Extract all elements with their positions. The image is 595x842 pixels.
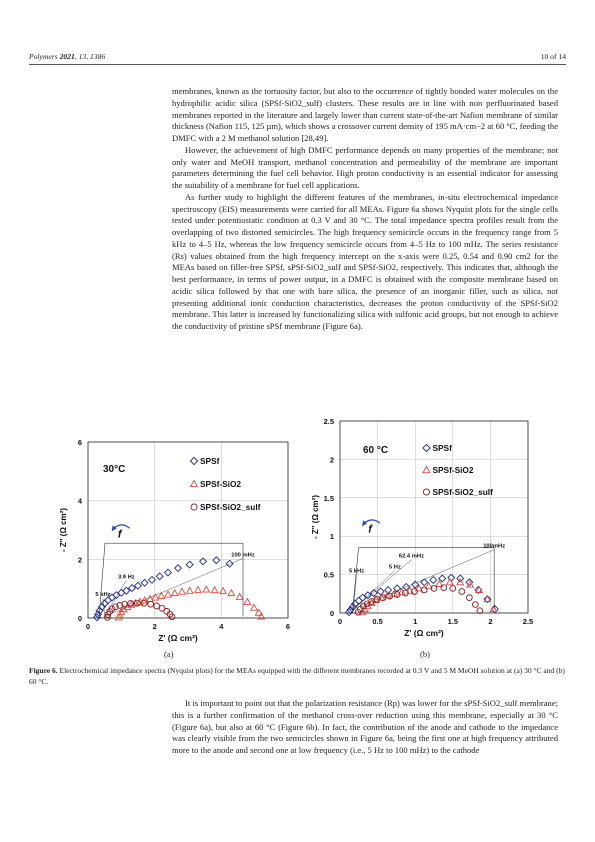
temperature-label: 30°C xyxy=(103,464,126,475)
frequency-arrow xyxy=(114,525,130,529)
legend-label-spsf-sio2-sulf: SPSf-SiO2_sulf xyxy=(200,502,261,512)
frequency-label: 5 kHz xyxy=(95,592,111,598)
data-point-diamond xyxy=(141,579,148,586)
x-tick-label: 0 xyxy=(85,622,91,631)
header-rule xyxy=(29,64,566,65)
x-tick-label: 4 xyxy=(219,622,224,631)
y-tick-label: 1 xyxy=(329,532,334,542)
data-point-triangle xyxy=(179,588,185,594)
temperature-label: 60 °C xyxy=(363,445,389,456)
figure-caption xyxy=(29,666,569,687)
legend-marker xyxy=(190,457,197,464)
y-tick-label: 2 xyxy=(77,555,82,565)
data-point-triangle xyxy=(186,587,192,593)
y-tick-label: 1.5 xyxy=(323,493,334,503)
y-tick-label: 2 xyxy=(329,455,334,465)
data-point-circle xyxy=(466,595,472,601)
x-tick-label: 2.5 xyxy=(522,617,534,626)
data-point-triangle xyxy=(171,590,177,596)
legend-label-spsf-sio2: SPSf-SiO2 xyxy=(200,479,242,489)
data-point-triangle xyxy=(251,604,257,610)
frequency-label: 62.4 mHz xyxy=(398,553,425,560)
data-point-triangle xyxy=(195,586,201,592)
data-point-diamond xyxy=(355,597,362,604)
data-point-diamond xyxy=(156,573,163,580)
data-point-triangle xyxy=(165,591,171,597)
frequency-leader xyxy=(105,558,243,616)
paragraph-2: However, the achievement of high DMFC performance depends on many properties of the membrane; not only water and MeOH transport, methanol concentration and permeability of the membrane are important parameters determining the fuel cell behavior. High proton conductivity is an essential indicator for assessing the suitability of a membrane for fuel cell applications. xyxy=(172,144,558,190)
frequency-label: 3.9 Hz xyxy=(117,574,135,581)
data-point-diamond xyxy=(377,588,384,595)
chart-group xyxy=(311,417,533,638)
y-tick-label: 0 xyxy=(77,614,82,623)
legend-marker xyxy=(423,489,429,495)
data-point-diamond xyxy=(149,576,156,583)
body-text-bottom xyxy=(172,698,558,757)
figure-6b-chart xyxy=(310,415,545,646)
legend-marker xyxy=(423,444,430,451)
data-point-diamond xyxy=(200,558,207,565)
data-point-triangle xyxy=(203,586,209,592)
x-tick-label: 0.5 xyxy=(372,617,383,626)
y-tick-label: 2.5 xyxy=(323,417,334,426)
article-number: 1386 xyxy=(89,52,106,61)
y-tick-label: 0 xyxy=(329,609,334,618)
data-point-circle xyxy=(148,601,154,607)
data-point-triangle xyxy=(484,596,490,602)
x-tick-label: 0 xyxy=(337,617,343,626)
x-tick-label: 2 xyxy=(152,622,157,631)
data-point-diamond xyxy=(430,577,437,584)
data-point-circle xyxy=(421,587,427,593)
data-point-diamond xyxy=(186,561,193,568)
data-point-triangle xyxy=(152,594,158,600)
frequency-label: 5 kHz xyxy=(348,568,365,575)
data-point-diamond xyxy=(165,569,172,576)
chart-group xyxy=(59,438,290,643)
x-tick-label: 6 xyxy=(285,622,291,631)
y-axis-label: - Z'' (Ω cm²) xyxy=(59,508,68,552)
legend-marker xyxy=(191,480,198,486)
data-point-triangle xyxy=(220,588,226,594)
y-tick-label: 0.5 xyxy=(323,570,334,580)
data-point-diamond xyxy=(226,560,233,567)
journal-volume: 13 xyxy=(78,52,87,61)
legend-label-spsf: SPSf xyxy=(200,456,220,466)
legend-marker xyxy=(191,504,197,510)
legend-marker xyxy=(423,466,430,472)
running-header-citation: Polymers 2021, 13, 1386 xyxy=(29,52,106,61)
figure-6a-chart xyxy=(55,436,295,646)
journal-year: 2021 xyxy=(59,52,75,61)
frequency-label: 100 mHz xyxy=(231,552,255,559)
paragraph-4: It is important to point out that the polarization resistance (Rp) was lower for the sPSf-SiO2_sulf membrane; this is a further confirmation of the methanol cross-over reduction using this membrane, especially at 30 °C (Figure 6a), but also at 60 °C (Figure 6b). In fact, the contribution of the anode and cathode to the impedance was clearly visible from the two semicircles shown in Figure 6a, being the first one at high frequency attributed more to the anode and second one at low frequency (i.e., 5 Hz to 100 mHz) to the cathode xyxy=(172,698,558,755)
data-point-diamond xyxy=(175,565,182,572)
panel-label-b: (b) xyxy=(420,649,430,659)
paragraph-1: membranes, known as the tortuosity factor, but also to the occurrence of tightly bonded water molecules on the hydrophilic acidic silica (SPSf-SiO2_sulf) clusters. These results are in line with non perfluorinated based membranes reported in the literature and largely lower than current state-of-the-art Nafion membrane of similar thickness (Nafion 115, 125 µm), which shows a crossover current density of 195 mA·cm−2 at 60 °C, feeding the DMFC with a 2 M methanol solution [28,49]. xyxy=(172,86,558,143)
data-point-triangle xyxy=(228,590,234,596)
x-tick-label: 1.5 xyxy=(447,617,459,626)
y-tick-label: 4 xyxy=(77,496,82,506)
frequency-leader xyxy=(354,560,412,609)
y-tick-label: 6 xyxy=(77,438,82,447)
x-axis-label: Z' (Ω cm²) xyxy=(158,633,198,643)
panel-label-a: (a) xyxy=(164,649,174,659)
x-tick-label: 1 xyxy=(413,617,418,626)
journal-name: Polymers xyxy=(29,52,58,61)
frequency-label: 100mHz xyxy=(483,543,506,550)
paragraph-3: As further study to highlight the different features of the membranes, in-situ electrochemical impedance spectroscopy (EIS) measurements were carried for all MEAs. Figure 6a shows Nyquist plots for the single cells tested under potentiostatic condition at 0.3 V and 30 °C. The total impedance spectra profiles result from the overlapping of two distorted semicircles. The high frequency semicircle occurs in the frequency range from 5 kHz to 4–5 Hz, whereas the low frequency semicircle occurs from 4–5 Hz to 100 mHz. The series resistance (Rs) values obtained from the high frequency intercept on the x-axis were 0.25, 0.54 and 0.90 cm2 for the MEAs based on filler-free SPSf, sPSf-SiO2_sulf and SPSf-SiO2, respectively. This indicates that, although the best performance, in terms of power output, in a DMFC is obtained with the composite membrane based on acidic silica followed by that one with bare silica, the presence of an inorganic filler, such as silica, not presenting additional ionic conduction characteristics, decreases the proton conductivity of the SPSf-SiO2 membrane. This latter is increased by functionalizing silica with sulfonic acid groups, but not enough to achieve the conductivity of pristine sPSf membrane (Figure 6a). xyxy=(172,191,558,331)
data-point-triangle xyxy=(211,587,217,593)
data-point-diamond xyxy=(385,587,392,594)
legend-label-spsf-sio2-sulf: SPSf-SiO2_sulf xyxy=(432,487,493,497)
frequency-leader xyxy=(354,574,357,609)
x-axis-label: Z' (Ω cm²) xyxy=(404,628,444,638)
y-axis-label: - Z'' (Ω cm²) xyxy=(311,495,320,539)
data-point-triangle xyxy=(244,598,250,604)
caption-label: Figure 6. xyxy=(29,666,58,675)
x-tick-label: 2 xyxy=(488,617,493,626)
caption-text: Electrochemical impedance spectra (Nyquist plots) for the MEAs equipped with the different membranes recorded at 0.3 V and 5 M MeOH solution at (a) 30 °C and (b) 60 °C. xyxy=(29,666,565,686)
data-point-circle xyxy=(441,585,447,591)
data-point-triangle xyxy=(236,593,242,599)
data-point-circle xyxy=(459,589,465,595)
legend-label-spsf: SPSf xyxy=(432,443,452,453)
legend-label-spsf-sio2: SPSf-SiO2 xyxy=(432,465,474,475)
body-text-top xyxy=(172,86,558,333)
data-point-circle xyxy=(472,602,478,608)
data-point-diamond xyxy=(213,557,220,564)
frequency-symbol: f xyxy=(368,523,372,536)
frequency-symbol: f xyxy=(117,528,122,541)
frequency-label: 5 Hz xyxy=(388,564,401,571)
page-number: 10 of 14 xyxy=(540,52,566,61)
data-point-diamond xyxy=(421,579,428,586)
